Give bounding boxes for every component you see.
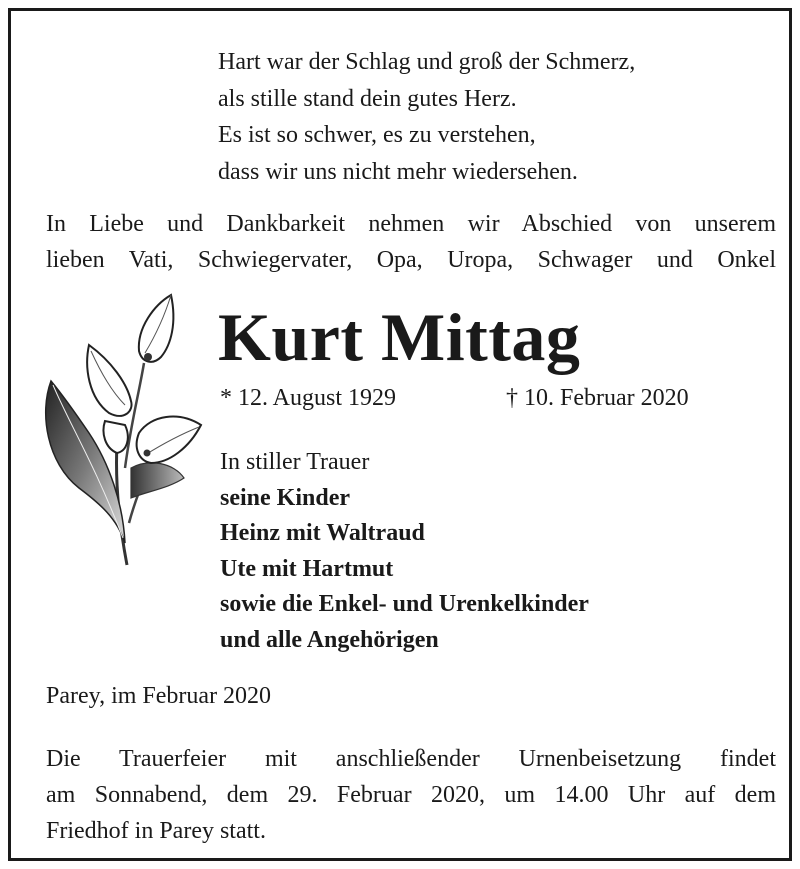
mourner-line: sowie die Enkel- und Urenkelkinder	[220, 591, 589, 617]
mourner-line: Heinz mit Waltraud	[220, 520, 425, 546]
mourners-intro: In stiller Trauer	[220, 449, 370, 475]
mourners-block	[220, 445, 589, 658]
intro-line: lieben Vati, Schwiegervater, Opa, Uropa, Schwager und Onkel	[46, 247, 776, 273]
mourner-line: Ute mit Hartmut	[220, 555, 394, 582]
intro-line: In Liebe und Dankbarkeit nehmen wir Abschied von unserem	[46, 211, 776, 237]
funeral-line: Friedhof in Parey statt.	[46, 818, 266, 844]
funeral-info	[46, 741, 776, 849]
poem-line: dass wir uns nicht mehr wiedersehen.	[218, 158, 578, 185]
poem	[218, 44, 635, 190]
place-date: Parey, im Februar 2020	[46, 683, 272, 709]
calla-lily-icon	[39, 293, 209, 568]
funeral-line: Die Trauerfeier mit anschließender Urnenbeisetzung findet	[46, 746, 776, 772]
intro-text	[46, 206, 776, 278]
funeral-line: am Sonnabend, dem 29. Februar 2020, um 14.00 Uhr auf dem	[46, 782, 776, 808]
poem-line: Hart war der Schlag und groß der Schmerz,	[218, 49, 636, 75]
mourner-line: und alle Angehörigen	[220, 626, 439, 653]
poem-line: Es ist so schwer, es zu verstehen,	[218, 122, 536, 148]
poem-line: als stille stand dein gutes Herz.	[218, 85, 517, 112]
deceased-name: Kurt Mittag	[218, 299, 581, 375]
birth-date: * 12. August 1929	[220, 385, 397, 411]
obituary-frame	[8, 8, 792, 861]
death-date: † 10. Februar 2020	[506, 385, 689, 411]
mourner-line: seine Kinder	[220, 484, 350, 511]
